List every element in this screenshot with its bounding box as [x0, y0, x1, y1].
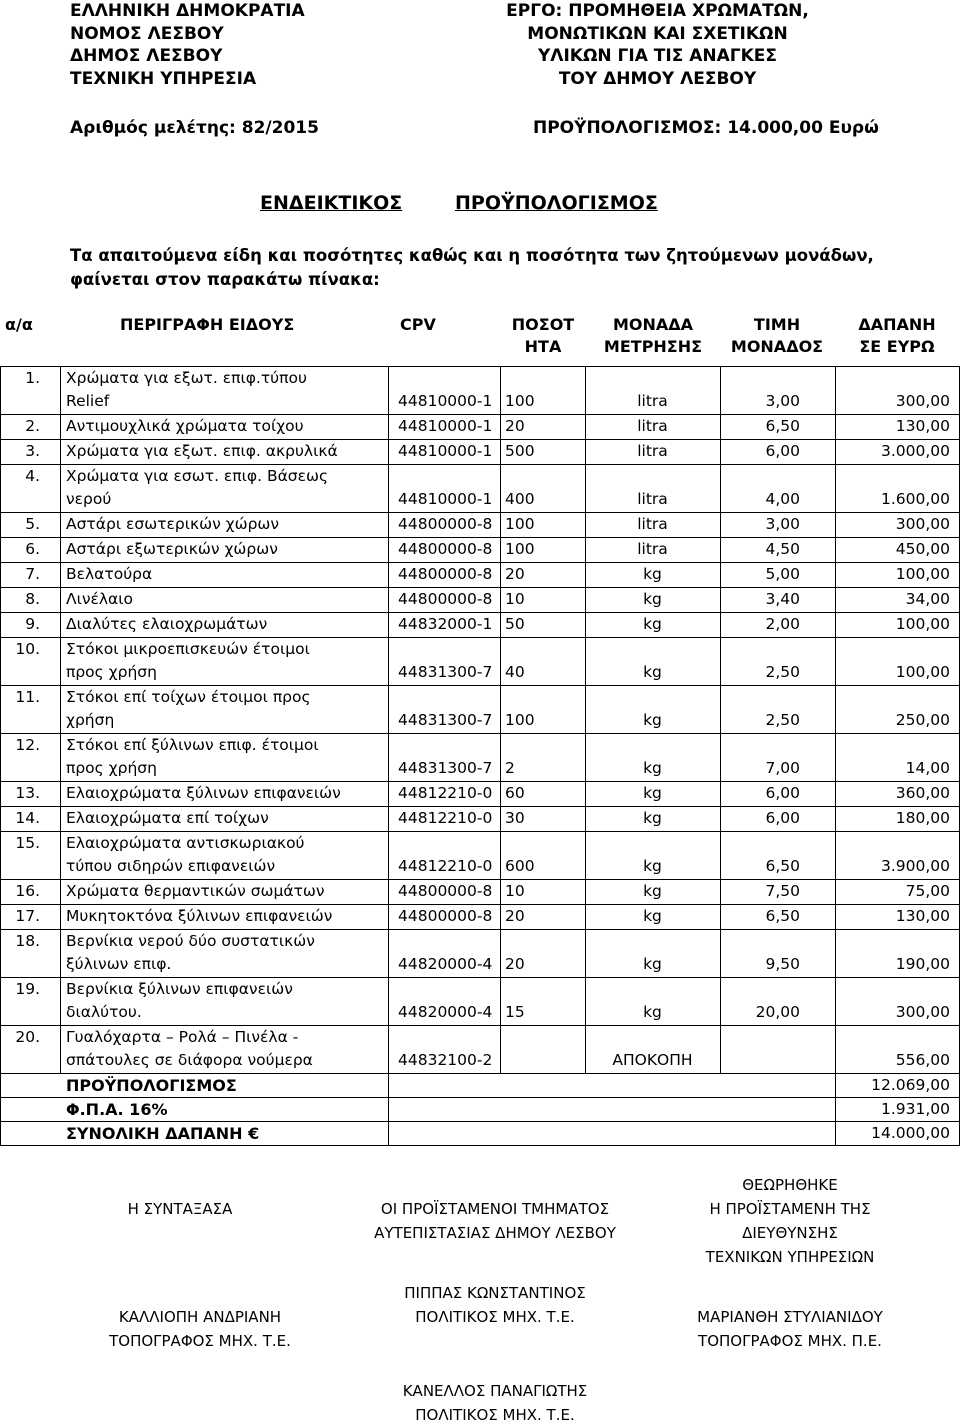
row-quantity: 100	[505, 540, 535, 558]
row-number: 15.	[15, 834, 40, 852]
row-unit: kg	[643, 565, 662, 583]
row-description: Χρώματα για εξωτ. επιφ.τύπου	[66, 369, 307, 387]
row-unit-price: 6,00	[765, 442, 800, 460]
intro-line: Τα απαιτούμενα είδη και ποσότητες καθώς και η ποσότητα των ζητούμενων μονάδων,	[70, 246, 874, 265]
row-description: Στόκοι μικροεπισκευών έτοιμοι	[66, 640, 310, 658]
row-number: 6.	[25, 540, 40, 558]
row-unit: kg	[643, 809, 662, 827]
row-cpv: 44832000-1	[398, 615, 493, 633]
row-cpv: 44800000-8	[398, 565, 493, 583]
signature-role: ΟΙ ΠΡΟΪΣΤΑΜΕΝΟΙ ΤΜΗΜΑΤΟΣ	[380, 1200, 610, 1218]
row-number: 19.	[15, 980, 40, 998]
row-description: τύπου σιδηρών επιφανειών	[66, 857, 276, 875]
row-quantity: 60	[505, 784, 525, 802]
header-right	[495, 0, 820, 90]
signature-name: ΠΙΠΠΑΣ ΚΩΝΣΤΑΝΤΙΝΟΣ	[404, 1284, 586, 1302]
row-cpv: 44812210-0	[398, 857, 493, 875]
row-unit-price: 6,00	[765, 784, 800, 802]
signature-title: ΠΟΛΙΤΙΚΟΣ ΜΗΧ. Τ.Ε.	[415, 1308, 575, 1326]
table-rule	[0, 587, 960, 588]
row-description: διαλύτου.	[66, 1003, 142, 1021]
col-head-cpv: CPV	[400, 315, 436, 334]
table-rule	[0, 781, 960, 782]
signature-role: ΘΕΩΡΗΘΗΚΕ	[742, 1176, 838, 1194]
col-head-unit	[588, 314, 718, 358]
table-row	[0, 464, 960, 512]
row-unit: litra	[637, 392, 668, 410]
table-rule	[0, 685, 960, 686]
row-unit-price: 6,50	[765, 907, 800, 925]
table-row	[0, 781, 960, 806]
col-head-aa: α/α	[5, 315, 33, 334]
signature-block-director	[680, 1173, 900, 1269]
table-row	[0, 587, 960, 612]
row-description: Ελαιοχρώματα ξύλινων επιφανειών	[66, 784, 341, 802]
row-quantity: 10	[505, 590, 525, 608]
row-quantity: 100	[505, 711, 535, 729]
table-rule	[0, 831, 960, 832]
row-description: Βελατούρα	[66, 565, 153, 583]
row-quantity: 20	[505, 955, 525, 973]
row-number: 10.	[15, 640, 40, 658]
row-cpv: 44831300-7	[398, 711, 493, 729]
page-title-part2: ΠΡΟΫΠΟΛΟΓΙΣΜΟΣ	[455, 192, 658, 214]
table-column-rule	[0, 366, 1, 1145]
row-description: Ελαιοχρώματα αντισκωριακού	[66, 834, 305, 852]
header-left-line: ΤΕΧΝΙΚΗ ΥΠΗΡΕΣΙΑ	[70, 68, 257, 89]
row-description: Βερνίκια νερού δύο συστατικών	[66, 932, 315, 950]
row-number: 16.	[15, 882, 40, 900]
row-unit: kg	[643, 759, 662, 777]
row-description: προς χρήση	[66, 759, 157, 777]
row-description: προς χρήση	[66, 663, 157, 681]
row-unit: litra	[637, 490, 668, 508]
header-left	[70, 0, 305, 90]
row-cpv: 44800000-8	[398, 590, 493, 608]
items-table	[0, 310, 960, 1143]
row-cpv: 44810000-1	[398, 490, 493, 508]
row-unit: litra	[637, 442, 668, 460]
row-number: 2.	[25, 417, 40, 435]
row-cost: 100,00	[895, 615, 950, 633]
table-rule	[0, 537, 960, 538]
row-cpv: 44812210-0	[398, 784, 493, 802]
table-row	[0, 414, 960, 439]
table-rule	[0, 612, 960, 613]
row-number: 3.	[25, 442, 40, 460]
intro-text	[70, 244, 874, 292]
row-unit: kg	[643, 711, 662, 729]
row-unit-price: 3,00	[765, 392, 800, 410]
row-number: 8.	[25, 590, 40, 608]
row-number: 7.	[25, 565, 40, 583]
totals-row	[0, 1121, 960, 1145]
totals-row	[0, 1097, 960, 1121]
row-cost: 1.600,00	[880, 490, 950, 508]
row-description: Χρώματα θερμαντικών σωμάτων	[66, 882, 325, 900]
row-unit: kg	[643, 663, 662, 681]
row-description: Ελαιοχρώματα επί τοίχων	[66, 809, 269, 827]
table-row	[0, 1025, 960, 1073]
row-quantity: 10	[505, 882, 525, 900]
row-unit-price: 2,50	[765, 663, 800, 681]
table-rule	[0, 512, 960, 513]
row-description: Χρώματα για εσωτ. επιφ. Βάσεως	[66, 467, 329, 485]
budget-total: ΠΡΟΫΠΟΛΟΓΙΣΜΟΣ: 14.000,00 Ευρώ	[533, 118, 879, 138]
row-cpv: 44810000-1	[398, 442, 493, 460]
row-unit: kg	[643, 590, 662, 608]
col-head-price-line: ΤΙΜΗ	[753, 315, 801, 334]
col-head-price	[722, 314, 832, 358]
signature-name-kanellos	[340, 1379, 650, 1427]
row-unit: ΑΠΟΚΟΠΗ	[612, 1051, 693, 1069]
row-unit: kg	[643, 784, 662, 802]
row-cost: 100,00	[895, 663, 950, 681]
row-quantity: 30	[505, 809, 525, 827]
totals-value: 12.069,00	[871, 1076, 950, 1094]
row-number: 13.	[15, 784, 40, 802]
table-rule	[0, 977, 960, 978]
table-row	[0, 512, 960, 537]
table-column-rule	[500, 366, 501, 1073]
table-row	[0, 439, 960, 464]
row-quantity: 100	[505, 392, 535, 410]
table-row	[0, 733, 960, 781]
table-row	[0, 904, 960, 929]
signature-role: ΑΥΤΕΠΙΣΤΑΣΙΑΣ ΔΗΜΟΥ ΛΕΣΒΟΥ	[374, 1224, 616, 1242]
row-cpv: 44800000-8	[398, 882, 493, 900]
header-right-line: ΥΛΙΚΩΝ ΓΙΑ ΤΙΣ ΑΝΑΓΚΕΣ	[537, 46, 778, 66]
table-rule	[0, 1025, 960, 1026]
totals-label: ΠΡΟΫΠΟΛΟΓΙΣΜΟΣ	[66, 1076, 237, 1095]
row-cost: 14,00	[905, 759, 950, 777]
row-cost: 300,00	[895, 515, 950, 533]
header-right-line: ΤΟΥ ΔΗΜΟΥ ΛΕΣΒΟΥ	[558, 68, 757, 89]
row-unit-price: 2,50	[765, 711, 800, 729]
row-description: σπάτουλες σε διάφορα νούμερα	[66, 1051, 313, 1069]
table-rule	[0, 414, 960, 415]
row-unit: kg	[643, 857, 662, 875]
table-rule	[0, 879, 960, 880]
row-cost: 75,00	[905, 882, 950, 900]
row-description: Λινέλαιο	[66, 590, 134, 608]
header-right-line: ΜΟΝΩΤΙΚΩΝ ΚΑΙ ΣΧΕΤΙΚΩΝ	[527, 23, 788, 44]
table-row	[0, 806, 960, 831]
row-cost: 34,00	[905, 590, 950, 608]
row-description: ξύλινων επιφ.	[66, 955, 172, 973]
row-cpv: 44810000-1	[398, 417, 493, 435]
row-number: 5.	[25, 515, 40, 533]
row-cost: 300,00	[895, 392, 950, 410]
signature-title: ΤΟΠΟΓΡΑΦΟΣ ΜΗΧ. Τ.Ε.	[109, 1332, 291, 1350]
row-description: Διαλύτες ελαιοχρωμάτων	[66, 615, 268, 633]
col-head-cost-line: ΔΑΠΑΝΗ	[858, 315, 936, 334]
table-rule	[0, 904, 960, 905]
signature-role: ΤΕΧΝΙΚΩΝ ΥΠΗΡΕΣΙΩΝ	[705, 1248, 875, 1266]
row-cost: 250,00	[895, 711, 950, 729]
row-description: Αστάρι εξωτερικών χώρων	[66, 540, 278, 558]
table-row	[0, 562, 960, 587]
row-cost: 130,00	[895, 907, 950, 925]
table-column-rule	[60, 366, 61, 1073]
col-head-qty	[505, 314, 581, 358]
row-unit-price: 9,50	[765, 955, 800, 973]
table-rule	[0, 637, 960, 638]
col-head-cost	[842, 314, 952, 358]
signature-block-heads	[340, 1197, 650, 1245]
row-description: Στόκοι επί τοίχων έτοιμοι προς	[66, 688, 311, 706]
table-rule	[0, 929, 960, 930]
table-row	[0, 685, 960, 733]
row-quantity: 20	[505, 417, 525, 435]
row-cpv: 44800000-8	[398, 515, 493, 533]
table-rule	[0, 733, 960, 734]
row-unit: litra	[637, 417, 668, 435]
row-quantity: 20	[505, 565, 525, 583]
row-cost: 450,00	[895, 540, 950, 558]
table-row	[0, 537, 960, 562]
row-cpv: 44831300-7	[398, 663, 493, 681]
col-head-unit-line: ΜΕΤΡΗΣΗΣ	[603, 337, 703, 356]
header-left-line: ΕΛΛΗΝΙΚΗ ΔΗΜΟΚΡΑΤΙΑ	[70, 1, 305, 21]
totals-label: Φ.Π.Α. 16%	[66, 1100, 168, 1119]
row-cpv: 44810000-1	[398, 392, 493, 410]
signature-name-pippas	[340, 1281, 650, 1329]
row-unit: kg	[643, 882, 662, 900]
row-description: Αντιμουχλικά χρώματα τοίχου	[66, 417, 304, 435]
totals-row	[0, 1073, 960, 1097]
study-number: Αριθμός μελέτης: 82/2015	[70, 118, 319, 138]
row-cost: 300,00	[895, 1003, 950, 1021]
header-left-line: ΔΗΜΟΣ ΛΕΣΒΟΥ	[70, 46, 223, 66]
signature-name-author	[80, 1305, 320, 1353]
table-row	[0, 831, 960, 879]
row-number: 11.	[15, 688, 40, 706]
table-column-rule	[388, 366, 389, 1145]
row-number: 20.	[15, 1028, 40, 1046]
row-cpv: 44812210-0	[398, 809, 493, 827]
table-rule	[0, 806, 960, 807]
table-row	[0, 612, 960, 637]
signature-block-author	[80, 1197, 280, 1221]
signature-name: ΚΑΝΕΛΛΟΣ ΠΑΝΑΓΙΩΤΗΣ	[402, 1382, 588, 1400]
row-cpv: 44832100-2	[398, 1051, 493, 1069]
row-quantity: 600	[505, 857, 535, 875]
row-cpv: 44820000-4	[398, 955, 493, 973]
header-right-line: ΕΡΓΟ: ΠΡΟΜΗΘΕΙΑ ΧΡΩΜΑΤΩΝ,	[506, 1, 809, 21]
col-head-price-line: ΜΟΝΑΔΟΣ	[730, 337, 824, 356]
table-row	[0, 366, 960, 414]
row-unit-price: 6,50	[765, 417, 800, 435]
row-cost: 360,00	[895, 784, 950, 802]
row-description: Relief	[66, 392, 110, 410]
row-description: Γυαλόχαρτα – Ρολά – Πινέλα -	[66, 1028, 299, 1046]
signature-role: Η ΣΥΝΤΑΞΑΣΑ	[127, 1200, 233, 1218]
table-rule	[0, 1097, 960, 1098]
table-rule	[0, 439, 960, 440]
row-number: 17.	[15, 907, 40, 925]
row-cost: 556,00	[895, 1051, 950, 1069]
totals-value: 14.000,00	[871, 1124, 950, 1142]
intro-line: φαίνεται στον παρακάτω πίνακα:	[70, 270, 380, 289]
row-cost: 3.000,00	[880, 442, 950, 460]
signature-name: ΚΑΛΛΙΟΠΗ ΑΝΔΡΙΑΝΗ	[118, 1308, 282, 1326]
row-unit: kg	[643, 907, 662, 925]
row-cost: 190,00	[895, 955, 950, 973]
row-quantity: 40	[505, 663, 525, 681]
row-quantity: 20	[505, 907, 525, 925]
signature-role: ΔΙΕΥΘΥΝΣΗΣ	[742, 1224, 838, 1242]
row-quantity: 50	[505, 615, 525, 633]
table-row	[0, 637, 960, 685]
row-unit: kg	[643, 955, 662, 973]
row-description: Βερνίκια ξύλινων επιφανειών	[66, 980, 293, 998]
col-head-cost-line: ΣΕ ΕΥΡΩ	[859, 337, 935, 356]
col-head-qty-line: ΗΤΑ	[524, 337, 562, 356]
totals-value: 1.931,00	[880, 1100, 950, 1118]
row-quantity: 2	[505, 759, 515, 777]
row-quantity: 100	[505, 515, 535, 533]
row-description: Μυκητοκτόνα ξύλινων επιφανειών	[66, 907, 333, 925]
row-description: Χρώματα για εξωτ. επιφ. ακρυλικά	[66, 442, 338, 460]
row-description: Στόκοι επί ξύλινων επιφ. έτοιμοι	[66, 736, 319, 754]
table-row	[0, 879, 960, 904]
row-cost: 100,00	[895, 565, 950, 583]
row-quantity: 15	[505, 1003, 525, 1021]
row-unit-price: 3,40	[765, 590, 800, 608]
signature-name: ΜΑΡΙΑΝΘΗ ΣΤΥΛΙΑΝΙΔΟΥ	[697, 1308, 883, 1326]
page-title-part1: ΕΝΔΕΙΚΤΙΚΟΣ	[260, 192, 403, 214]
table-column-rule	[585, 366, 586, 1073]
table-column-rule	[720, 366, 721, 1073]
row-cpv: 44831300-7	[398, 759, 493, 777]
row-description: νερού	[66, 490, 112, 508]
table-rule	[0, 562, 960, 563]
table-row	[0, 929, 960, 977]
row-number: 9.	[25, 615, 40, 633]
row-unit-price: 7,00	[765, 759, 800, 777]
totals-label: ΣΥΝΟΛΙΚΗ ΔΑΠΑΝΗ €	[66, 1124, 260, 1143]
row-number: 14.	[15, 809, 40, 827]
table-rule	[0, 464, 960, 465]
row-unit-price: 5,00	[765, 565, 800, 583]
header-left-line: ΝΟΜΟΣ ΛΕΣΒΟΥ	[70, 23, 224, 44]
signature-role: Η ΠΡΟΪΣΤΑΜΕΝΗ ΤΗΣ	[709, 1200, 871, 1218]
row-description: Αστάρι εσωτερικών χώρων	[66, 515, 280, 533]
row-unit-price: 6,50	[765, 857, 800, 875]
signature-name-director	[680, 1305, 900, 1353]
col-head-desc: ΠΕΡΙΓΡΑΦΗ ΕΙΔΟΥΣ	[120, 315, 295, 334]
row-number: 4.	[25, 467, 40, 485]
row-cost: 130,00	[895, 417, 950, 435]
row-cpv: 44800000-8	[398, 540, 493, 558]
row-unit-price: 6,00	[765, 809, 800, 827]
row-quantity: 400	[505, 490, 535, 508]
row-unit: kg	[643, 1003, 662, 1021]
table-column-rule	[835, 366, 836, 1145]
row-unit-price: 2,00	[765, 615, 800, 633]
row-unit: litra	[637, 540, 668, 558]
table-rule	[0, 1145, 960, 1146]
row-unit-price: 20,00	[755, 1003, 800, 1021]
table-row	[0, 977, 960, 1025]
signature-title: ΠΟΛΙΤΙΚΟΣ ΜΗΧ. Τ.Ε.	[415, 1406, 575, 1424]
row-cost: 3.900,00	[880, 857, 950, 875]
row-unit-price: 4,00	[765, 490, 800, 508]
table-rule	[0, 1121, 960, 1122]
row-description: χρήση	[66, 711, 115, 729]
row-unit-price: 3,00	[765, 515, 800, 533]
row-unit: litra	[637, 515, 668, 533]
row-unit-price: 4,50	[765, 540, 800, 558]
row-number: 18.	[15, 932, 40, 950]
signature-title: ΤΟΠΟΓΡΑΦΟΣ ΜΗΧ. Π.Ε.	[698, 1332, 882, 1350]
row-number: 12.	[15, 736, 40, 754]
row-cost: 180,00	[895, 809, 950, 827]
table-rule	[0, 366, 960, 367]
row-cpv: 44820000-4	[398, 1003, 493, 1021]
col-head-qty-line: ΠΟΣΟΤ	[511, 315, 575, 334]
table-rule	[0, 1073, 960, 1074]
row-unit-price: 7,50	[765, 882, 800, 900]
row-cpv: 44800000-8	[398, 907, 493, 925]
col-head-unit-line: ΜΟΝΑΔΑ	[612, 315, 694, 334]
row-unit: kg	[643, 615, 662, 633]
row-quantity: 500	[505, 442, 535, 460]
row-number: 1.	[25, 369, 40, 387]
